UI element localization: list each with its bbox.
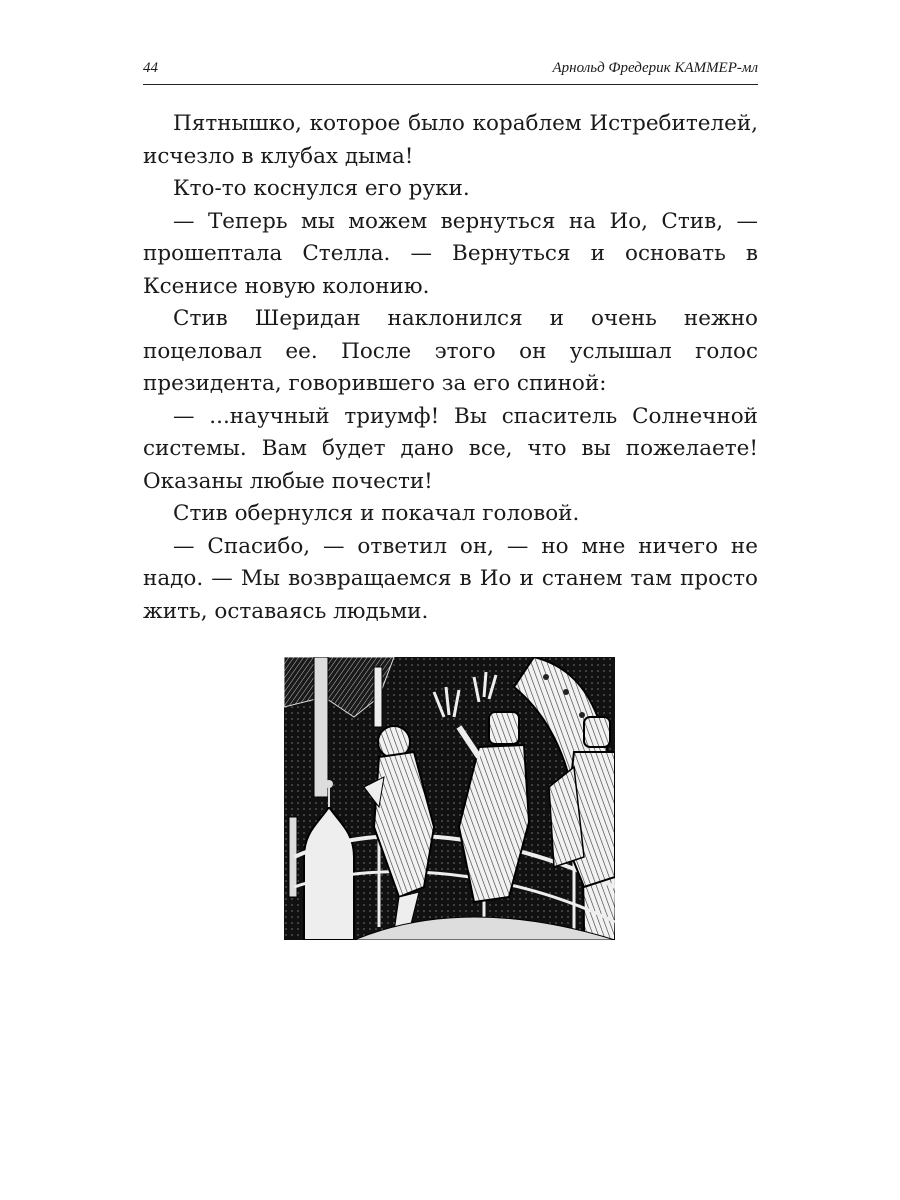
paragraph: Пятнышко, которое было кораблем Истребителей, исчезло в клубах дыма!: [143, 111, 758, 169]
machinery-pipe: [374, 667, 382, 727]
running-title: Арнольд Фредерик КАММЕР-мл: [552, 60, 758, 76]
machinery-pipe: [314, 657, 328, 797]
paragraph: Стив Шеридан наклонился и очень нежно поцеловал ее. После этого он услышал голос президента, говорившего за его спиной:: [143, 306, 758, 396]
paragraph: — Теперь мы можем вернуться на Ио, Стив, — прошептала Стелла. — Вернуться и основать в Ксенисе новую колонию.: [143, 208, 758, 299]
illustration: [284, 657, 615, 940]
illustration-drawing: [284, 657, 615, 940]
body-text: [143, 108, 758, 628]
paragraph: Стив обернулся и покачал головой.: [173, 501, 580, 526]
running-header: [143, 58, 758, 85]
page-number: 44: [143, 60, 158, 76]
paragraph: Кто-то коснулся его руки.: [173, 176, 470, 201]
paragraph: — Спасибо, — ответил он, — но мне ничего не надо. — Мы возвращаемся в Ио и станем там просто жить, оставаясь людьми.: [143, 533, 758, 624]
paragraph: — ...научный триумф! Вы спаситель Солнечной системы. Вам будет дано все, что вы пожелаете! Оказаны любые почести!: [143, 403, 758, 494]
